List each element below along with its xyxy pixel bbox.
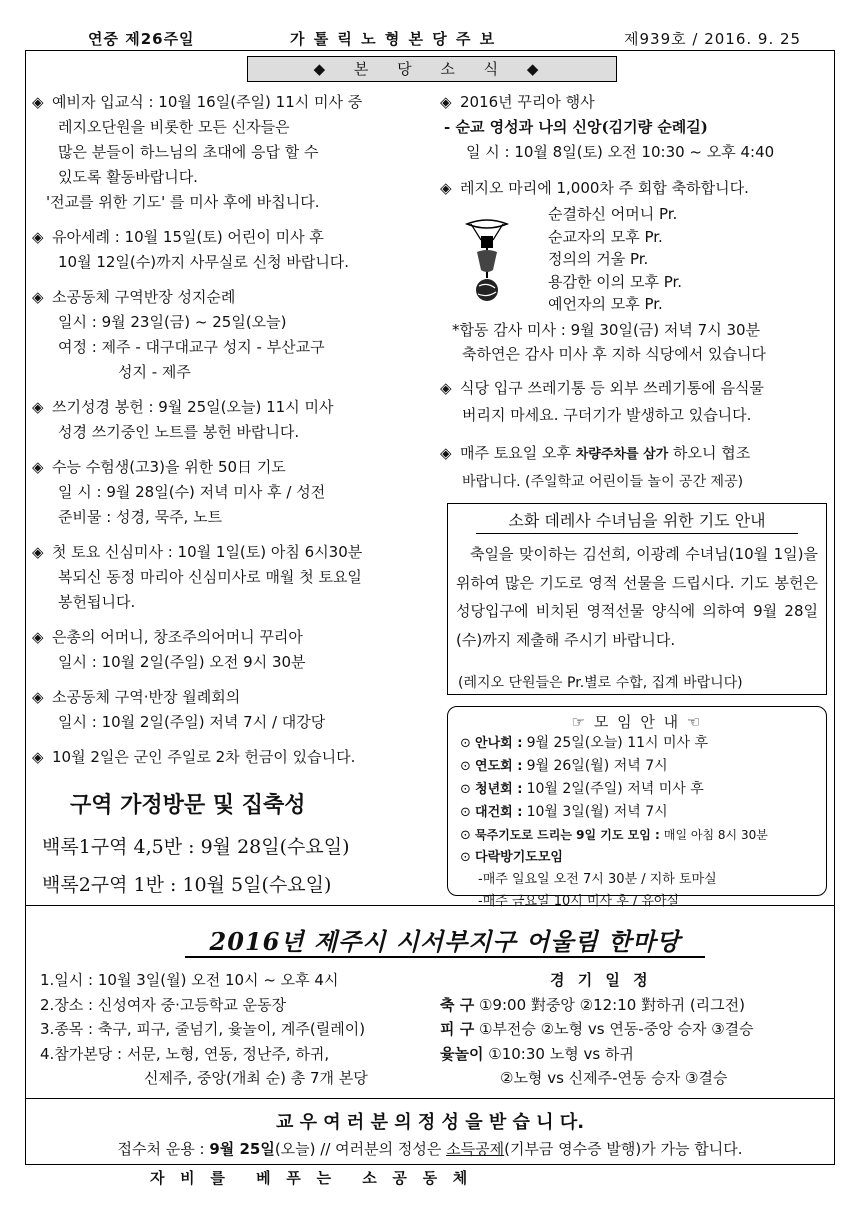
event-info: [40, 968, 368, 1091]
praesidium: 순결하신 어머니 Pr.: [548, 205, 678, 223]
meeting-subrow: -매주 일요일 오전 7시 30분 / 지하 토마실: [478, 872, 717, 887]
left-news-column: [32, 90, 442, 780]
game-schedule: 경 기 일 정 축 구 ①9:00 對중앙 ②12:10 對하귀 (리그전) 피 구 ①부전승 ②노형 vs 연동-중앙 승자 ③결승 윷놀이 ①10:30 노형 vs 하귀 ②노형 vs 신제주-연동 승자 ③결승: [440, 968, 754, 1091]
trash-notice-2: 버리지 마세요. 구더기가 발생하고 있습니다.: [462, 406, 752, 424]
visit-row: 백록1구역 4,5반 : 9월 28일(수요일): [42, 836, 350, 858]
thanks-mass: *합동 감사 미사 : 9월 30일(금) 저녁 7시 30분: [452, 321, 761, 339]
meeting-row: ⊙ 다락방기도모임: [460, 850, 563, 865]
diamond-icon: ◈: [32, 228, 44, 246]
parking-notice-2: 바랍니다. (주일학교 어린이들 놀이 공간 제공): [462, 474, 744, 490]
reception-note: 축하연은 감사 미사 후 지하 식당에서 있습니다: [462, 345, 766, 363]
meeting-subrow: -매주 금요일 10시 미사 후 / 유아실: [478, 894, 680, 909]
legio-title: 레지오 마리에 1,000차 주 회합 축하합니다.: [460, 179, 749, 197]
praesidium: 정의의 거울 Pr.: [548, 250, 649, 268]
meeting-row: ⊙ 대건회 : 10월 3일(월) 저녁 7시: [460, 804, 668, 820]
news-item: ◈ 수능 수험생(고3)을 위한 50日 기도 일 시 : 9월 28일(수) 저녁 미사 후 / 성전 준비물 : 성경, 묵주, 노트: [32, 455, 442, 530]
news-item: ◈ 소공동체 구역·반장 월례회의 일시 : 10월 2일(주일) 저녁 7시 / 대강당: [32, 685, 442, 735]
news-item: ◈ 쓰기성경 봉헌 : 9월 25일(오늘) 11시 미사 성경 쓰기중인 노트를 봉헌 바랍니다.: [32, 395, 442, 445]
prayer-notice-text: 축일을 맞이하는 김선희, 이광례 수녀님(10월 1일)을 위하여 많은 기도로 영적 선물을 드립시다. 기도 봉헌은 성당입구에 비치된 영적선물 양식에 의하여 9월 28일(수)까지 제출해 주시기 바랍니다.: [456, 545, 818, 649]
praesidium: 예언자의 모후 Pr.: [548, 295, 663, 313]
meeting-row: ⊙ 묵주기도로 드리는 9일 기도 모임 : 매일 아침 8시 30분: [460, 828, 768, 843]
event-info-line: 신제주, 중앙(개최 순) 총 7개 본당: [144, 1069, 368, 1087]
meeting-row: ⊙ 안나회 : 9월 25일(오늘) 11시 미사 후: [460, 735, 709, 751]
offering-title: 교 우 여 러 분 의 정 성 을 받 습 니 다.: [275, 1112, 585, 1133]
kkuria-subtitle: - 순교 영성과 나의 신앙(김기량 순례길): [444, 118, 708, 136]
meeting-title: ☞ 모 임 안 내 ☜: [571, 713, 703, 731]
diamond-icon: ◈: [32, 458, 44, 476]
meeting-row: ⊙ 연도회 : 9월 26일(월) 저녁 7시: [460, 758, 668, 774]
diamond-icon: ◈: [440, 93, 452, 111]
diamond-icon: ◈: [32, 688, 44, 706]
meeting-row: ⊙ 청년회 : 10월 2일(주일) 저녁 미사 후: [460, 781, 704, 797]
prayer-notice-box: [447, 503, 827, 695]
right-news-lower: *합동 감사 미사 : 9월 30일(금) 저녁 7시 30분 축하연은 감사 미사 후 지하 식당에서 있습니다 ◈ 식당 입구 쓰레기통 등 외부 쓰레기통에 음식물 버리지 마세요. 구더기가 발생하고 있습니다. ◈ 매주 토요일 오후 차량주차를 삼가 하오니 협조 바랍니다. (주일학교 어린이들 놀이 공간 제공): [452, 318, 837, 494]
diamond-icon: ◈: [32, 748, 44, 766]
kkuria-date: 일 시 : 10월 8일(토) 오전 10:30 ~ 오후 4:40: [466, 143, 775, 161]
diamond-icon: ◈: [32, 288, 44, 306]
prayer-notice-note: (레지오 단원들은 Pr.별로 수합, 집계 바랍니다): [458, 675, 743, 691]
praesidium: 용감한 이의 모후 Pr.: [548, 272, 683, 291]
diamond-icon: ◈: [32, 398, 44, 416]
news-item: ◈ 소공동체 구역반장 성지순례 일시 : 9월 23일(금) ~ 25일(오늘) 여정 : 제주 - 대구대교구 성지 - 부산교구 성지 - 제주: [32, 285, 442, 385]
visit-title: 구역 가정방문 및 집축성: [70, 792, 306, 818]
diamond-icon: ◈: [440, 179, 452, 197]
praesidium: 순교자의 모후 Pr.: [548, 227, 663, 246]
issue-number: 제939호 / 2016. 9. 25: [624, 30, 802, 48]
event-info-line: 4.참가본당 : 서문, 노형, 연동, 정난주, 하귀,: [40, 1044, 330, 1063]
diamond-icon: ◈: [32, 628, 44, 646]
divider: [25, 1098, 835, 1099]
news-item: ◈ 은총의 어머니, 창조주의어머니 꾸리아 일시 : 10월 2일(주일) 오전 9시 30분: [32, 625, 442, 675]
event-info-line: 2.장소 : 신성여자 중·고등학교 운동장: [40, 995, 287, 1014]
offering-note: 접수처 운용 : 9월 25일(오늘) // 여러분의 정성은 소득공제(기부금 영수증 발행)가 가능 합니다.: [117, 1140, 743, 1158]
week-label: 연중 제26주일: [88, 30, 195, 48]
legio-emblem-icon: [463, 212, 511, 304]
meeting-box: [447, 706, 827, 909]
schedule-title: 경 기 일 정: [550, 971, 652, 989]
prayer-notice-title: 소화 데레사 수녀님을 위한 기도 안내: [476, 508, 798, 534]
event-info-line: 3.종목 : 축구, 피구, 줄넘기, 윷놀이, 계주(릴레이): [40, 1020, 366, 1038]
diamond-icon: ◈: [32, 93, 44, 111]
news-item: ◈ 예비자 입교식 : 10월 16일(주일) 11시 미사 중 레지오단원을 비롯한 모든 신자들은 많은 분들이 하느님의 초대에 응답 할 수 있도록 활동바랍니다. '전교를 위한 기도' 를 미사 후에 바칩니다.: [32, 90, 442, 215]
news-item: ◈ 10월 2일은 군인 주일로 2차 헌금이 있습니다.: [32, 745, 442, 770]
right-news-column: [440, 90, 835, 201]
kkuria-title: 2016년 꾸리아 행사: [460, 93, 595, 111]
praesidia-list: [548, 203, 682, 316]
bulletin-title: 가 톨 릭 노 형 본 당 주 보: [290, 30, 497, 48]
event-banner: 2016년 제주시 시서부지구 어울림 한마당: [185, 922, 705, 958]
diamond-icon: ◈: [440, 379, 452, 397]
trash-notice: 식당 입구 쓰레기통 등 외부 쓰레기통에 음식물: [460, 379, 764, 397]
news-item: ◈ 첫 토요 신심미사 : 10월 1일(토) 아침 6시30분 복되신 동정 마리아 신심미사로 매월 첫 토요일 봉헌됩니다.: [32, 540, 442, 615]
section-title: ◆ 본 당 소 식 ◆: [247, 56, 617, 82]
footer-motto: 자 비 를 베 푸 는 소 공 동 체: [150, 1169, 468, 1187]
event-info-line: 1.일시 : 10월 3일(월) 오전 10시 ~ 오후 4시: [40, 971, 339, 989]
diamond-icon: ◈: [32, 543, 44, 561]
diamond-icon: ◈: [440, 444, 452, 462]
news-item: ◈ 유아세례 : 10월 15일(토) 어린이 미사 후 10월 12일(수)까지 사무실로 신청 바랍니다.: [32, 225, 442, 275]
visit-row: 백록2구역 1반 : 10월 5일(수요일): [42, 874, 332, 896]
